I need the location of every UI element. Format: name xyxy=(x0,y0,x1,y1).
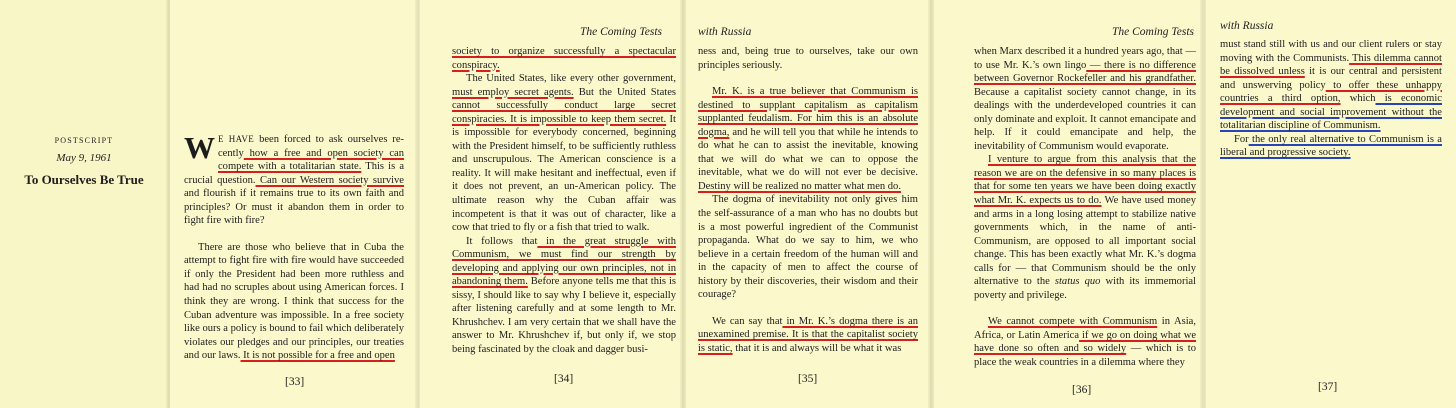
page-37-body xyxy=(1220,38,1442,160)
highlight-red: must employ secret agents. xyxy=(452,86,574,98)
page-37 xyxy=(1206,0,1456,408)
highlight-red: if we go on doing what we have done so often and so widely xyxy=(974,329,1196,355)
drop-cap: W xyxy=(184,130,215,165)
paragraph xyxy=(698,315,918,356)
paragraph xyxy=(974,315,1196,369)
page-36-body xyxy=(974,45,1196,370)
text: it is our central and persistent and unswerving policy xyxy=(1220,66,1442,91)
page-35-body xyxy=(698,45,918,355)
highlight-red: We cannot compete with Communism xyxy=(988,316,1158,328)
highlight-red: It is not possible for a free and open xyxy=(240,350,395,362)
postscript-date: May 9, 1961 xyxy=(56,152,112,164)
page-35 xyxy=(686,0,930,408)
text: For xyxy=(1234,133,1249,145)
postscript-panel xyxy=(0,0,168,408)
page-33-body xyxy=(184,130,405,363)
paragraph xyxy=(698,193,918,301)
paragraph xyxy=(1220,133,1442,160)
text: We have used money and arms in a long losing attempt to stabilize native governments which, in the name of anti-Communism, are opposed to all important social change. This has been exactly what Mr. K.’s dogma calls for — that Communism should be the only alternative to the xyxy=(974,195,1196,288)
page-number: [35] xyxy=(798,373,818,385)
postscript-title: To Ourselves Be True xyxy=(24,172,144,187)
text: and flourish if it remains true to its own faith and principles? Or must it abandon them in order to fight fire with fire? xyxy=(184,188,404,227)
text: which xyxy=(1340,93,1376,105)
text: It is impossible for everybody concerned, beginning with the President himself, to be sufficiently ruthless and unscrupulous. The American conscience is a reality. It will make hesitant and ineffectual, even if it does not prevent, an un-American policy. The ultimate reason why the Cuban affair was incompetent is that it was out of character, like a cow that tried to fly or a fish that tried to walk. xyxy=(452,113,676,234)
page-number: [34] xyxy=(554,373,574,385)
running-head: The Coming Tests xyxy=(579,26,662,38)
text: The United States, like every other government, xyxy=(466,73,676,85)
highlight-red: This dilemma cannot be dissolved unless xyxy=(1220,52,1442,78)
highlight-red: in Mr. K.’s dogma there is an unexamined premise. It is that the capitalist society is static, xyxy=(698,315,918,354)
page-number: [33] xyxy=(285,376,305,388)
paragraph xyxy=(452,235,676,357)
paragraph xyxy=(974,153,1196,302)
page-33 xyxy=(170,0,420,408)
text: that it is and always will be what it was xyxy=(732,342,902,354)
page-34-body xyxy=(452,45,676,357)
text: We can say that xyxy=(712,315,783,327)
highlight-red: how a free and open society can compete with a totalitarian state. xyxy=(218,147,404,173)
text: — which is to place the weak countries in a dilemma where they xyxy=(974,343,1196,369)
running-head: with Russia xyxy=(698,26,752,38)
paragraph xyxy=(184,130,405,228)
text: But the United States xyxy=(573,86,676,98)
highlight-red: — there is no difference between Governor Rockefeller and his grandfather. xyxy=(974,59,1196,85)
highlight-red: society to organize successfully a spectacular conspiracy. xyxy=(452,46,676,71)
text: There are those who believe that in Cuba the attempt to fight fire with fire would have succeeded if only the President had been more ruthless and had had no scruples about using American forces. I think they are wrong. I think that success for the Cuban adventure was impossible. In a free society like ours a policy is bound to fail which deliberately violates our pledges and our principles, our treaties and our laws. xyxy=(184,241,404,362)
paragraph xyxy=(452,72,676,235)
text: when Marx described it a hundred years ago, that — to use Mr. K.’s own lingo xyxy=(974,46,1196,71)
paragraph xyxy=(698,85,918,193)
paragraph xyxy=(184,241,404,363)
paragraph xyxy=(1220,38,1442,133)
postscript-label: POSTSCRIPT xyxy=(54,136,114,145)
text: been forced to ask ourselves re-cently xyxy=(218,134,405,159)
paragraph xyxy=(698,45,918,72)
highlight-blue: the only real alternative to Communism is a liberal and progressive society. xyxy=(1220,133,1442,159)
emphasis: status quo xyxy=(1054,276,1101,288)
page-34 xyxy=(420,0,682,408)
running-head: with Russia xyxy=(1220,20,1274,32)
highlight-red: to offer these unhappy countries a third option, xyxy=(1220,79,1442,105)
page-number: [37] xyxy=(1318,381,1338,393)
highlight-red: I venture to argue from this analysis that the reason we are on the defensive in so many places is that for some ten years we have been doing exactly what Mr. K. expects us to do. xyxy=(974,154,1196,207)
text: The dogma of inevitability not only gives him the self-assurance of a man who has no doubts but is a most powerful ingredient of the Communist propaganda. What do we say to him, we who believe in a certain freedom of the human will and in the capacity of men to affect the course of history by their discoveries, their wisdom and their courage? xyxy=(698,194,918,301)
text: Because a capitalist society cannot change, in its dealings with the underdeveloped countries it can only dominate and exploit. It cannot emancipate and help. If it could emancipate and help, the inevitability of Communism would evaporate. xyxy=(974,86,1196,152)
text: must stand still with us and our client rulers or stay moving with the Communists. xyxy=(1220,39,1442,64)
text: ness and, being true to ourselves, take our own principles seriously. xyxy=(698,46,918,71)
paragraph xyxy=(974,45,1196,153)
highlight-red: cannot successfully conduct large secret conspiracies. It is impossible to keep them secret. xyxy=(452,100,676,125)
opening-smallcaps: E HAVE xyxy=(218,134,255,144)
highlight-blue: is economic development and social improvement without the totalitarian discipline of Communism. xyxy=(1220,93,1442,132)
text: in Asia, Africa, or Latin America xyxy=(974,316,1196,341)
highlight-red: Can our Western society survive xyxy=(255,174,404,186)
page-36 xyxy=(934,0,1204,408)
highlight-red: Destiny will be realized no matter what men do. xyxy=(698,180,901,192)
text: with its immemorial poverty and privilege. xyxy=(974,276,1196,301)
running-head: The Coming Tests xyxy=(1111,26,1194,38)
highlight-red: in the great struggle with Communism, we must find our strength by developing and applying our own principles, not in abandoning them. xyxy=(452,235,676,288)
text: Before anyone tells me that this is sissy, I should like to say why I believe it, especially after listening carefully and at some length to Mr. Khrushchev. I am very certain that we shall have the answer to Mr. Khrushchev if, but only if, we stop being fascinated by the cloak and dagger busi- xyxy=(452,276,676,356)
text: It follows that xyxy=(466,235,538,247)
highlight-red: Mr. K. is a true believer that Communism is destined to supplant capitalism as capitalism supplanted feudalism. For him this is an absolute dogma, xyxy=(698,86,918,138)
text: This is a crucial question. xyxy=(184,161,404,186)
text: and he will tell you that while he intends to do what he can to assist the inevitable, knowing that we will do what we can to oppose the inevitable, what we do will not ever be decisive. xyxy=(698,126,918,179)
paragraph xyxy=(452,45,676,72)
page-number: [36] xyxy=(1072,384,1092,396)
